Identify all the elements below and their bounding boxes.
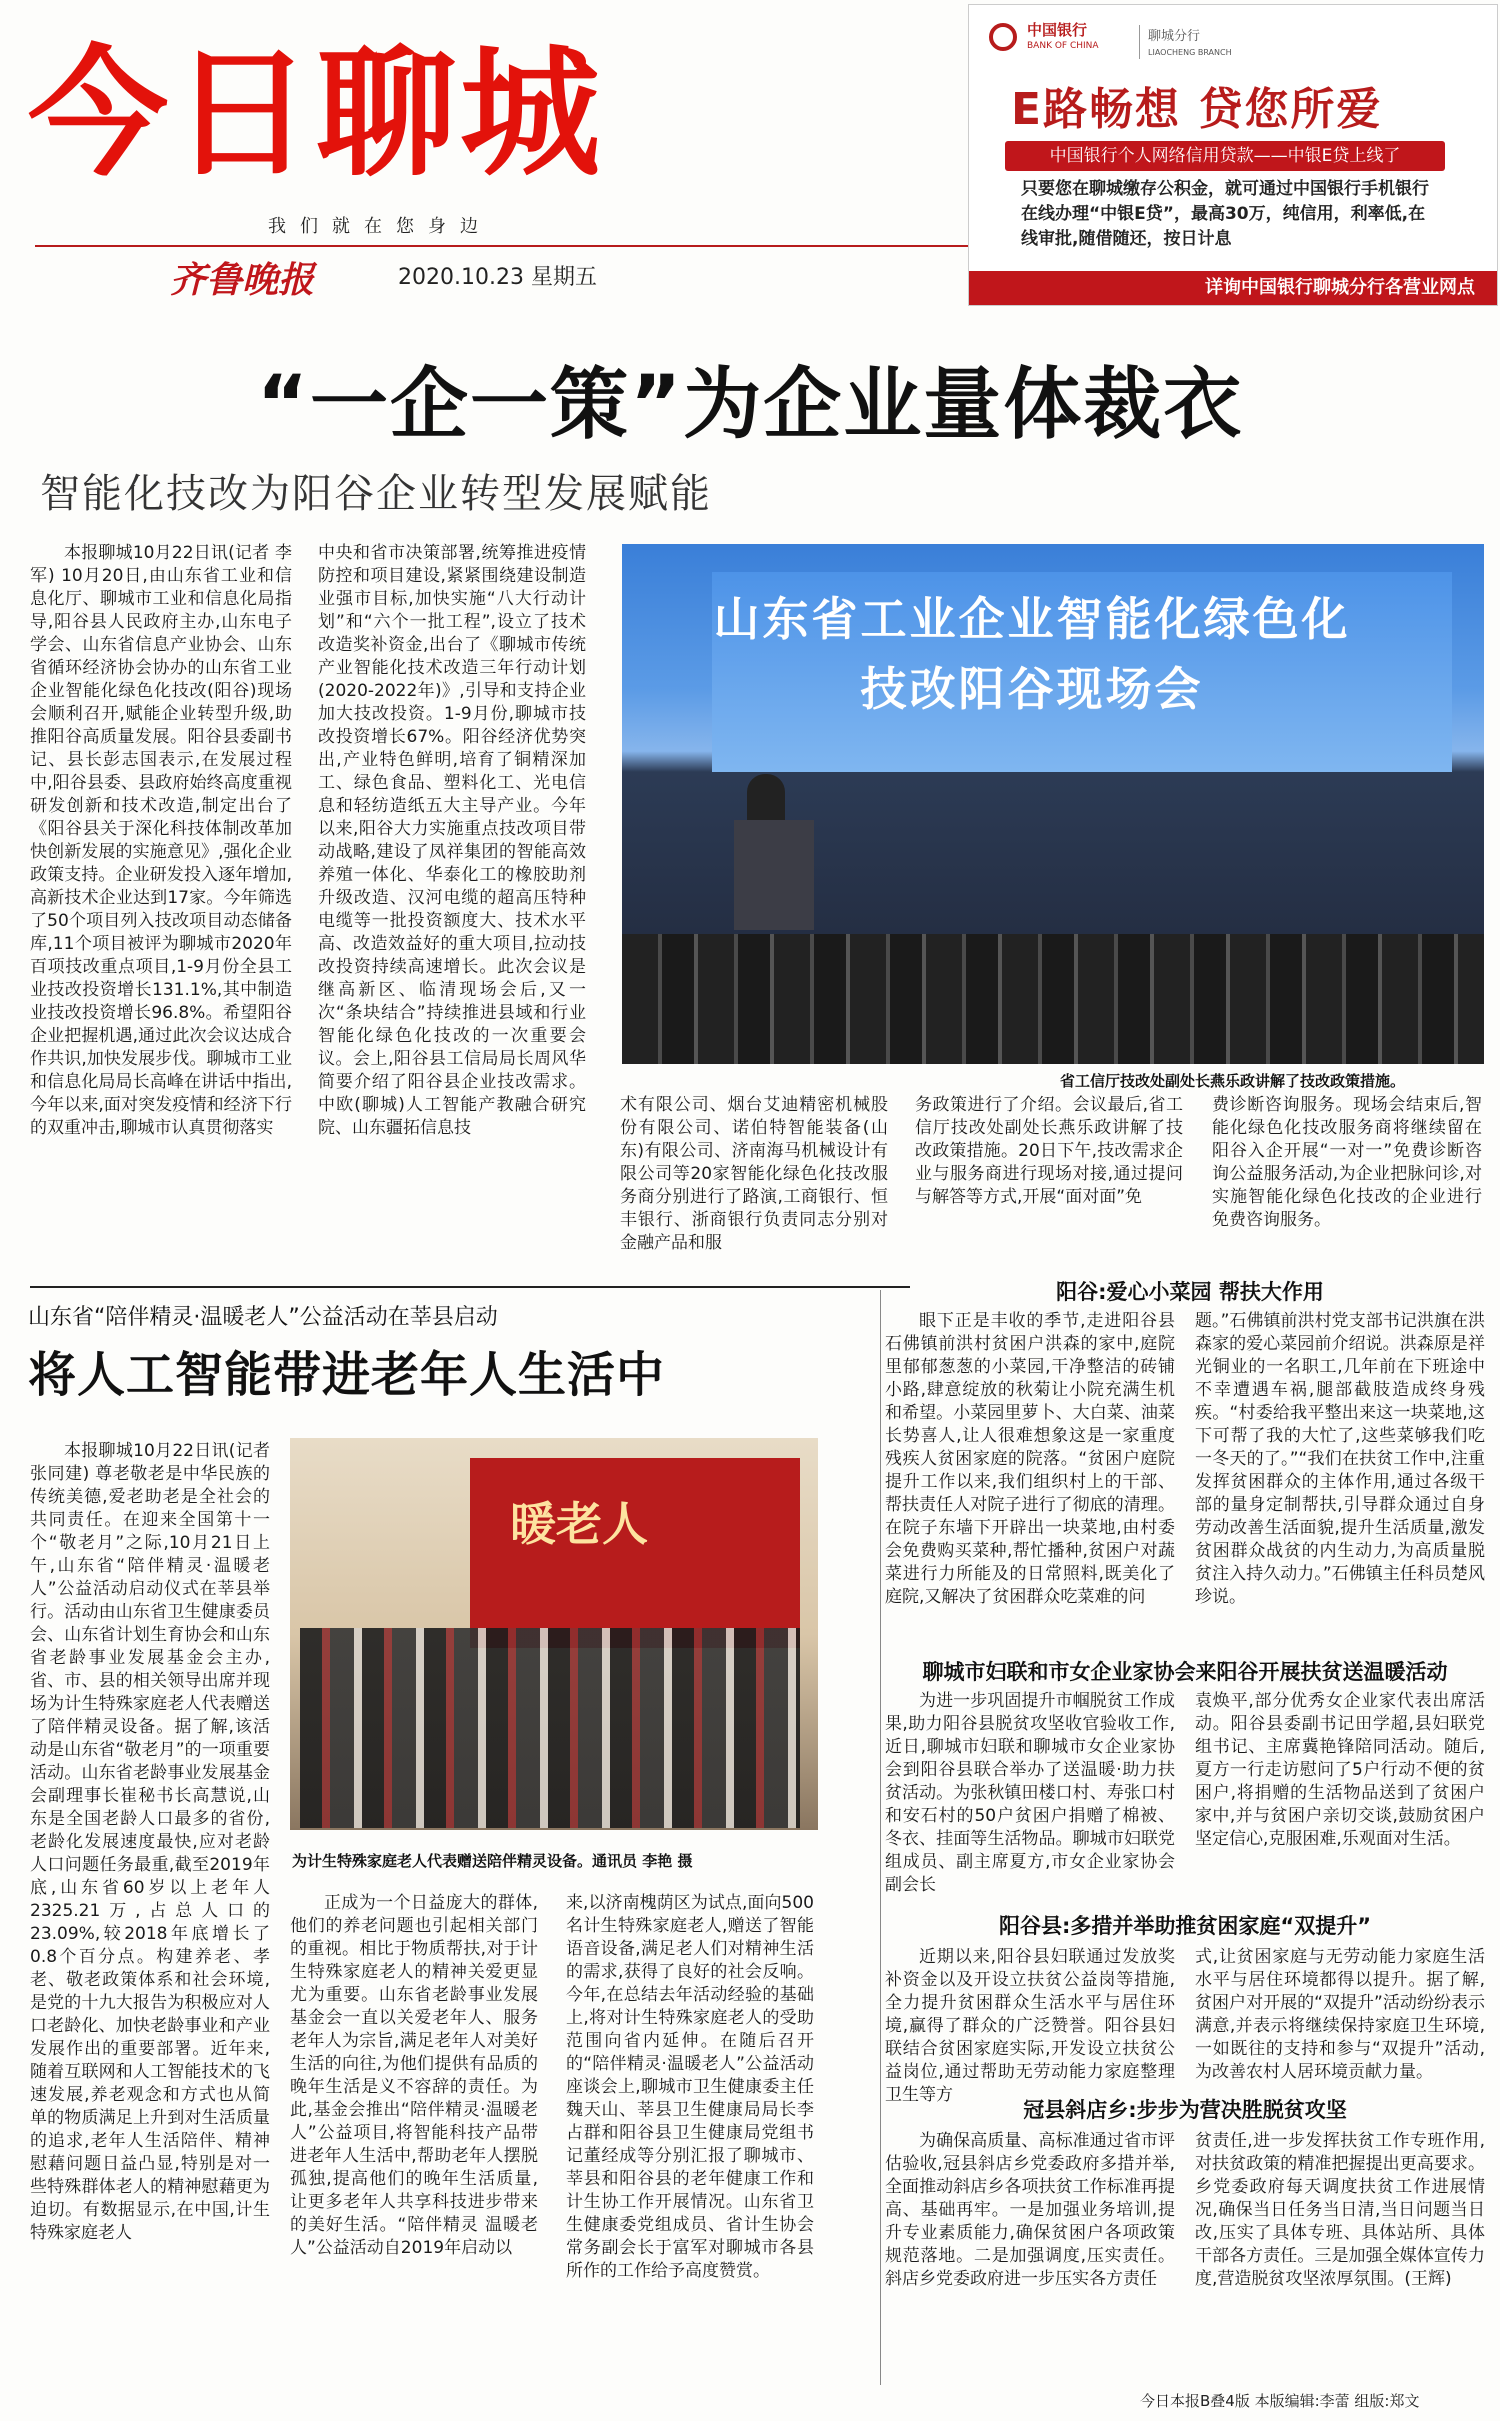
article2-col3 xyxy=(566,1892,814,2376)
ad-footer: 详询中国银行聊城分行各营业网点 xyxy=(969,271,1497,305)
newspaper-name: 齐鲁晚报 xyxy=(170,259,315,301)
article2-col2 xyxy=(290,1892,538,2376)
brief4-col2 xyxy=(1195,2130,1485,2380)
ad-title: E路畅想 贷您所爱 xyxy=(1011,84,1383,135)
ad-body: 只要您在聊城缴存公积金，就可通过中国银行手机银行在线办理“中银E贷”，最高30万，纯信用，利率低,在线审批,随借随还，按日计息 xyxy=(1021,179,1429,249)
article1-col3 xyxy=(620,1094,888,1280)
article1-col2-text: 中央和省市决策部署,统筹推进疫情防控和项目建设,紧紧围绕建设制造业强市目标,加快实施“八大行动计划”和“六个一批工程”,设立了技术改造奖补资金,出台了《聊城市传统产业智能化技术改造三年行动计划(2020-2022年)》,引导和支持企业加大技改投资。1-9月份,聊城市技改投资增长67%。阳谷经济优势突出,产业特色鲜明,培育了铜精深加工、绿色食品、塑料化工、光电信息和轻纺造纸五大主导产业。今年以来,阳谷大力实施重点技改项目带动战略,建设了凤祥集团的智能高效养殖一体化、华泰化工的橡胶助剂升级改造、汉河电缆的超高压特种电缆等一批投资额度大、技术水平高、改造效益好的重大项目,拉动技改投资持续高速增长。此次会议是继高新区、临清现场会后,又一次“条块结合”持续推进县域和行业智能化绿色化技改的一次重要会议。会上,阳谷县工信局局长周风华简要介绍了阳谷县企业技改需求。中欧(聊城)人工智能产教融合研究院、山东疆拓信息技 xyxy=(318,543,586,1138)
ad-branch-en: LIAOCHENG BRANCH xyxy=(1148,48,1232,57)
article1-col5 xyxy=(1212,1094,1482,1280)
issue-date: 2020.10.23 星期五 xyxy=(398,265,597,290)
article1-col4 xyxy=(915,1094,1183,1280)
ad-branch-cn: 聊城分行 xyxy=(1148,29,1201,44)
brief1-title: 阳谷:爱心小菜园 帮扶大作用 xyxy=(1056,1280,1324,1304)
brief3-title: 阳谷县:多措并举助推贫困家庭“双提升” xyxy=(999,1914,1371,1938)
masthead-title: 今日聊城 xyxy=(28,33,605,196)
photo-banner xyxy=(470,1458,800,1648)
article1-col1 xyxy=(30,542,292,1280)
brief3-col2-text: 式,让贫困家庭与无劳动能力家庭生活水平与居住环境都得以提升。据了解,贫困户对开展的“双提升”活动纷纷表示满意,并表示将继续保持家庭卫生环境,一如既往的支持和参与“双提升”活动,为改善农村人居环境贡献力量。 xyxy=(1195,1947,1485,2082)
brief4-col1 xyxy=(885,2130,1175,2380)
article1-subhead: 智能化技改为阳谷企业转型发展赋能 xyxy=(40,471,712,517)
article2-headline: 将人工智能带进老年人生活中 xyxy=(28,1347,666,1403)
article1-col5-text: 费诊断咨询服务。现场会结束后,智能化绿色化技改服务商将继续留在阳谷入企开展“一对一”免费诊断咨询公益服务活动,为企业把脉问诊,对实施智能化绿色化技改的企业进行免费咨询服务。 xyxy=(1212,1095,1482,1230)
article2-kicker: 山东省“陪伴精灵·温暖老人”公益活动在莘县启动 xyxy=(28,1305,498,1330)
photo-audience xyxy=(622,934,1484,1064)
brief2-col2-text: 袁焕平,部分优秀女企业家代表出席活动。阳谷县委副书记田学超,县妇联党组书记、主席冀艳锋陪同活动。随后,夏方一行走访慰问了5户行动不便的贫困户,将捐赠的生活物品送到了贫困户家中,并与贫困户亲切交谈,鼓励贫困户坚定信心,克服困难,乐观面对生活。 xyxy=(1195,1691,1485,1849)
article2-col1-text: 本报聊城10月22日讯(记者 张同建) 尊老敬老是中华民族的传统美德,爱老助老是全社会的共同责任。在迎来全国第十一个“敬老月”之际,10月21日上午,山东省“陪伴精灵·温暖老人”公益活动启动仪式在莘县举行。活动由山东省卫生健康委员会、山东省计划生育协会和山东省老龄事业发展基金会主办,省、市、县的相关领导出席并现场为计生特殊家庭老人代表赠送了陪伴精灵设备。据了解,该活动是山东省“敬老月”的一项重要活动。山东省老龄事业发展基金会副理事长崔秘书长高慧说,山东是全国老龄人口最多的省份,老龄化发展速度最快,应对老龄人口问题任务最重,截至2019年底,山东省60岁以上老年人2325.21万,占总人口的23.09%,较2018年底增长了0.8个百分点。构建养老、孝老、敬老政策体系和社会环境,是党的十九大报告为积极应对人口老龄化、加快老龄事业和产业发展作出的重要部署。近年来,随着互联网和人工智能技术的飞速发展,养老观念和方式也从简单的物质满足上升到对生活质量的追求,老年人生活陪伴、精神慰藉问题日益凸显,特别是对一些特殊群体老人的精神慰藉更为迫切。有数据显示,在中国,计生特殊家庭老人 xyxy=(30,1441,270,2243)
column-rule xyxy=(880,1290,881,2385)
brief4-col2-text: 贫责任,进一步发挥扶贫工作专班作用,对扶贫政策的精准把握提出更高要求。乡党委政府每天调度扶贫工作进展情况,确保当日任务当日清,当日问题当日改,压实了具体专班、具体站所、具体干部各方责任。三是加强全媒体宣传力度,营造脱贫攻坚浓厚氛围。(王辉) xyxy=(1195,2131,1485,2289)
article2-col3-text: 来,以济南槐荫区为试点,面向500名计生特殊家庭老人,赠送了智能语音设备,满足老人们对精神生活的需求,获得了良好的社会反响。今年,在总结去年活动经验的基础上,将对计生特殊家庭老人的受助范围向省内延伸。在随后召开的“陪伴精灵·温暖老人”公益活动座谈会上,聊城市卫生健康委主任魏天山、莘县卫生健康局局长李占群和阳谷县卫生健康局党组书记董经成等分别汇报了聊城市、莘县和阳谷县的老年健康工作和计生协工作开展情况。山东省卫生健康委党组成员、省计生协会常务副会长于富军对聊城市各县所作的工作给予高度赞赏。 xyxy=(566,1893,814,2281)
article1-headline: “一企一策”为企业量体裁衣 xyxy=(256,360,1244,450)
article1-col4-text: 务政策进行了介绍。会议最后,省工信厅技改处副处长燕乐政讲解了技改政策措施。20日下午,技改需求企业与服务商进行现场对接,通过提问与解答等方式,开展“面对面”免 xyxy=(915,1095,1183,1207)
photo-podium xyxy=(734,820,814,930)
photo-banner-text: 暖老人 xyxy=(510,1497,648,1551)
masthead-divider xyxy=(35,245,975,247)
brief1-col2 xyxy=(1195,1310,1485,1646)
photo-people xyxy=(300,1628,800,1828)
brief2-col2 xyxy=(1195,1690,1485,1900)
article1-col3-text: 术有限公司、烟台艾迪精密机械股份有限公司、诺伯特智能装备(山东)有限公司、济南海马机械设计有限公司等20家智能化绿色化技改服务商分别进行了路演,工商银行、恒丰银行、浙商银行负责同志分别对金融产品和服 xyxy=(620,1095,888,1253)
page-footer: 今日本报B叠4版 本版编辑:李蕾 组版:郑文 xyxy=(1140,2392,1420,2410)
article1-photo xyxy=(622,544,1484,1062)
brief1-col1 xyxy=(885,1310,1175,1646)
article1-col1-text: 本报聊城10月22日讯(记者 李军) 10月20日,由山东省工业和信息化厅、聊城市工业和信息化局指导,阳谷县人民政府主办,山东电子学会、山东省信息产业协会、山东省循环经济协会协办的山东省工业企业智能化绿色化技改(阳谷)现场会顺利召开,赋能企业转型升级,助推阳谷高质量发展。阳谷县委副书记、县长彭志国表示,在发展过程中,阳谷县委、县政府始终高度重视研发创新和技术改造,制定出台了《阳谷县关于深化科技体制改革加快创新发展的实施意见》,强化企业政策支持。企业研发投入逐年增加,高新技术企业达到17家。今年筛选了50个项目列入技改项目动态储备库,11个项目被评为聊城市2020年百项技改重点项目,1-9月份全县工业技改投资增长131.1%,其中制造业技改投资增长96.8%。希望阳谷企业把握机遇,通过此次会议达成合作共识,加快发展步伐。聊城市工业和信息化局局长高峰在讲话中指出,今年以来,面对突发疫情和经济下行的双重冲击,聊城市认真贯彻落实 xyxy=(30,543,292,1138)
brief4-title: 冠县斜店乡:步步为营决胜脱贫攻坚 xyxy=(1023,2098,1347,2122)
ad-bank-name-en: BANK OF CHINA xyxy=(1027,41,1099,51)
article2-photo-caption: 为计生特殊家庭老人代表赠送陪伴精灵设备。通讯员 李艳 摄 xyxy=(292,1852,693,1870)
brief3-col1-text: 近期以来,阳谷县妇联通过发放奖补资金以及开设立扶贫公益岗等措施,全力提升贫困群众生活水平与居住环境,赢得了群众的广泛赞誉。阳谷县妇联结合贫困家庭实际,开发设立扶贫公益岗位,通过帮助无劳动能力家庭整理卫生等方 xyxy=(885,1947,1175,2105)
bank-logo-icon xyxy=(989,23,1017,51)
article1-photo-caption: 省工信厅技改处副处长燕乐政讲解了技改政策措施。 xyxy=(1060,1072,1406,1090)
section-divider xyxy=(30,1286,910,1288)
ad-header xyxy=(969,5,1497,73)
masthead-slogan: 我们就在您身边 xyxy=(268,216,492,237)
brief3-col1 xyxy=(885,1946,1175,2105)
bank-advertisement xyxy=(968,4,1498,306)
ad-branch xyxy=(1139,25,1232,59)
article2-col2-text: 正成为一个日益庞大的群体,他们的养老问题也引起相关部门的重视。相比于物质帮扶,对于计生特殊家庭老人的精神关爱更显尤为重要。山东省老龄事业发展基金会一直以关爱老年人、服务老年人为宗旨,满足老年人对美好生活的向往,为他们提供有品质的晚年生活是义不容辞的责任。为此,基金会推出“陪伴精灵·温暖老人”公益项目,将智能科技产品带进老年人生活中,帮助老年人摆脱孤独,提高他们的晚年生活质量,让更多老年人共享科技进步带来的美好生活。“陪伴精灵 温暖老人”公益活动自2019年启动以 xyxy=(290,1893,538,2258)
photo-screen-text: 山东省工业企业智能化绿色化技改阳谷现场会 xyxy=(713,592,1351,716)
brief2-col1 xyxy=(885,1690,1175,1900)
article2-photo xyxy=(290,1438,818,1830)
brief2-col1-text: 为进一步巩固提升市帼脱贫工作成果,助力阳谷县脱贫攻坚收官验收工作,近日,聊城市妇联和聊城市女企业家协会到阳谷县联合举办了送温暖·助力扶贫活动。为张秋镇田楼口村、寿张口村和安石村的50户贫困户捐赠了棉被、冬衣、挂面等生活物品。聊城市妇联党组成员、副主席夏方,市女企业家协会副会长 xyxy=(885,1691,1175,1895)
article2-col1 xyxy=(30,1440,270,2375)
brief1-col1-text: 眼下正是丰收的季节,走进阳谷县石佛镇前洪村贫困户洪森的家中,庭院里郁郁葱葱的小菜园,干净整洁的砖铺小路,肆意绽放的秋菊让小院充满生机和希望。小菜园里萝卜、大白菜、油菜长势喜人,让人很难想象这是一家重度残疾人贫困家庭的院落。“贫困户庭院提升工作以来,我们组织村上的干部、帮扶责任人对院子进行了彻底的清理。在院子东墙下开辟出一块菜地,由村委会免费购买菜种,帮忙播种,贫困户对蔬菜进行力所能及的日常照料,既美化了庭院,又解决了贫困群众吃菜难的问 xyxy=(885,1311,1175,1607)
ad-bank-name: 中国银行 xyxy=(1027,21,1088,39)
article1-col2 xyxy=(318,542,586,1280)
brief4-col1-text: 为确保高质量、高标准通过省市评估验收,冠县斜店乡党委政府多措并举,全面推动斜店乡各项扶贫工作标准再提高、基础再牢。一是加强业务培训,提升专业素质能力,确保贫困户各项政策规范落地。二是加强调度,压实责任。斜店乡党委政府进一步压实各方责任 xyxy=(885,2131,1175,2289)
brief2-title: 聊城市妇联和市女企业家协会来阳谷开展扶贫送温暖活动 xyxy=(922,1660,1448,1684)
brief3-col2 xyxy=(1195,1946,1485,2086)
brief1-col2-text: 题。”石佛镇前洪村党支部书记洪旗在洪森家的爱心菜园前介绍说。洪森原是祥光铜业的一名职工,几年前在下班途中不幸遭遇车祸,腿部截肢造成终身残疾。“村委给我平整出来这一块菜地,这下可帮了我的大忙了,这些菜够我们吃一冬天的了。”“我们在扶贫工作中,注重发挥贫困群众的主体作用,通过各级干部的量身定制帮扶,引导群众通过自身劳动改善生活面貌,提升生活质量,激发贫困群众战贫的内生动力,为高质量脱贫注入持久动力。”石佛镇主任科员楚风珍说。 xyxy=(1195,1311,1485,1607)
ad-bar: 中国银行个人网络信用贷款——中银E贷上线了 xyxy=(1005,141,1445,171)
